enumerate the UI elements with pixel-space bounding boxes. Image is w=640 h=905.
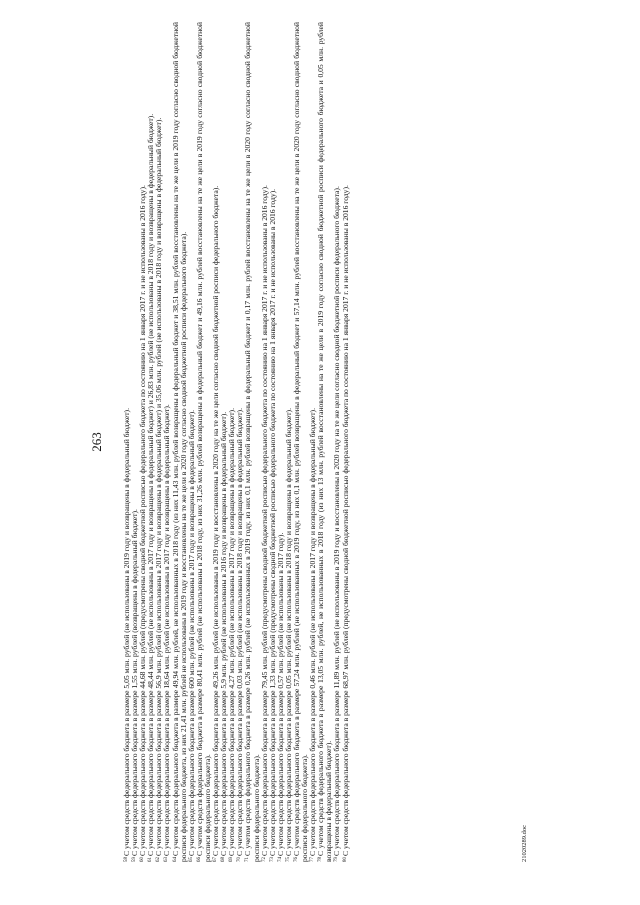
footnote-number: 74 [277,857,283,862]
footnote-text: С учетом средств федерального бюджета в размере 1,33 млн. рублей (предусмотрены сводной бюджетной росписью федерального бюджета по состоянию на 1 января 2017 г. и не использованы в 2016 году). [267,188,277,856]
footnote-text: С учетом средств федерального бюджета в размере 0,57 млн. рублей (не использованы в 2017 году). [275,532,285,856]
footnote-number: 80 [342,857,348,862]
footnote-number: 72 [261,857,267,862]
footnote-text: С учетом средств федерального бюджета в размере 0,46 млн. рублей (не использованы в 2017 году и возвращены в федеральный бюджет). [308,408,318,856]
footnote-text: С учетом средств федерального бюджета в размере 80,41 млн. рублей (не использованы в 2018 году, из них 31,26 млн. рублей возвращены в федеральный бюджет и 49,16 млн. рублей восстановлены на те же цели в 2019 году согласно сводной бюджетной росписи федерального бюджета). [194,22,212,862]
footnote-text: С учетом средств федерального бюджета в размере 49,26 млн. рублей (не использованы в 2019 году и восстановлены в 2020 году на те же цели согласно сводной бюджетной росписи федерального бюджета). [211,185,221,856]
footnote-text: С учетом средств федерального бюджета в размере 18,64 млн. рублей (не использованы в 2017 году и возвращены в федеральный бюджет). [162,404,172,856]
footnote-text: С учетом средств федерального бюджета в размере 5,9 млн. рублей (не использованы в 2016 году и возвращены в федеральный бюджет). [219,411,229,856]
footnote-number: 76 [293,857,299,862]
footnote-number: 67 [213,857,219,862]
footer-filename: 21020289.doc [521,824,528,862]
rotated-content [89,22,529,862]
footnote-text: С учетом средств федерального бюджета в размере 48,44 млн. рублей (не использованы в 2017 году и возвращены в федеральный бюджет) и 26,83 млн. рублей (не использованы в 2018 году и возвращены в федеральный бюджет). [146,113,156,856]
footnote-text: С учетом средств федерального бюджета в размере 1,55 млн. рублей (возвращены в федеральный бюджет). [130,509,140,856]
footnote-number: 78 [318,857,324,862]
footnote-text: С учетом средств федерального бюджета в размере 0,05 млн. рублей (не использованы в 2018 году и возвращены в федеральный бюджет). [283,408,293,856]
footnote-number: 61 [148,857,154,862]
footnote-text: С учетом средств федерального бюджета в размере 11,89 млн. рублей (не использованы в 2019 году и восстановлены в 2020 году на те же цели согласно сводной бюджетной росписи федерального бюджета). [332,186,342,856]
footnote-number: 60 [140,857,146,862]
footnote-number: 62 [156,857,162,862]
footnote-78 [317,22,333,862]
footnote-number: 65 [188,857,194,862]
footnote-71 [244,22,260,862]
footnote-number: 64 [172,857,178,862]
footnote-number: 58 [124,857,129,862]
footnote-number: 66 [196,857,202,862]
footnote-text: С учетом средств федерального бюджета в размере 0,03 млн. рублей (не использованы в 2018 году и возвращены в федеральный бюджет). [235,408,245,856]
footnote-text: С учетом средств федерального бюджета в размере 79,45 млн. рублей (предусмотрены сводной бюджетной росписью федерального бюджета по состоянию на 1 января 2017 г. и не использованы в 2016 году). [259,185,269,856]
footnote-text: С учетом средств федерального бюджета в размере 68,97 млн. рублей (предусмотрены сводной бюджетной росписью федерального бюджета по состоянию на 1 января 2017 г. и не использованы в 2016 году). [340,185,350,856]
footnote-76 [293,22,309,862]
footnote-number: 79 [334,857,340,862]
footnote-text: С учетом средств федерального бюджета в размере 56,9 млн. рублей (не использованы в 2017 году и возвращены в федеральный бюджет) и 35,06 млн. рублей (не использованы в 2018 году и возвращены в федеральный бюджет). [154,117,164,856]
footnotes-list [123,22,523,862]
footnote-text: С учетом средств федерального бюджета в размере 600 млн. рублей (не использованы в 2017 году и возвращены в федеральный бюджет). [186,409,196,856]
footnote-text: С учетом средств федерального бюджета в размере 13,05 млн. рублей, не использованных в 2018 году (из них 13 млн. рублей восстановлены на те же цели в 2019 году согласно сводной бюджетной росписи федерального бюджета и 0,05 млн. рублей возвращены в федеральный бюджет). [316,22,334,862]
footnote-64 [172,22,188,862]
footnote-text: С учетом средств федерального бюджета в размере 49,94 млн. рублей, не использованных в 2018 году (из них 11,43 млн. рублей возвращены в федеральный бюджет и 38,51 млн. рублей восстановлены на те же цели в 2019 году согласно сводной бюджетной росписи федерального бюджета, из них 21,41 млн. рублей не использованы в 2019 году и восстановлены на те же цели в 2020 году согласно сводной бюджетной росписи федерального бюджета). [170,22,188,862]
footnote-text: С учетом средств федерального бюджета в размере 44,68 млн. рублей (предусмотрены сводной бюджетной росписью федерального бюджета по состоянию на 1 января 2017 г. и не использованы в 2016 году). [138,185,148,856]
footnote-text: С учетом средств федерального бюджета в размере 57,24 млн. рублей (не использованных в 2019 году, из них 0,1 млн. рублей возвращены в федеральный бюджет и 57,14 млн. рублей восстановлены на те же цели в 2020 году согласно сводной бюджетной росписи федерального бюджета). [291,22,310,862]
footnote-text: С учетом средств федерального бюджета в размере 4,27 млн. рублей (не использованы в 2017 году и возвращены в федеральный бюджет). [227,408,237,856]
footnote-66 [196,22,212,862]
footnote-text: С учетом средств федерального бюджета в размере 5,05 млн. рублей (не использованы в 2019 году и возвращены в федеральный бюджет). [122,408,131,856]
footnote-number: 63 [164,857,170,862]
footnote-text: С учетом средств федерального бюджета в размере 0,26 млн. рублей (не использованных в 2019 году, из них 0,1 млн. рублей возвращены в федеральный бюджет и 0,17 млн. рублей восстановлены на те же цели в 2020 году согласно сводной бюджетной росписи федерального бюджета). [243,22,261,862]
footnote-number: 69 [229,857,235,862]
footnote-number: 75 [285,857,291,862]
footnote-number: 73 [269,857,275,862]
page-number: 263 [89,432,104,452]
footnote-number: 70 [237,857,243,862]
footnote-number: 68 [221,857,227,862]
footnote-number: 59 [132,857,138,862]
footnote-number: 71 [245,857,251,862]
footnote-number: 77 [310,857,316,862]
footnote-80 [342,22,350,862]
